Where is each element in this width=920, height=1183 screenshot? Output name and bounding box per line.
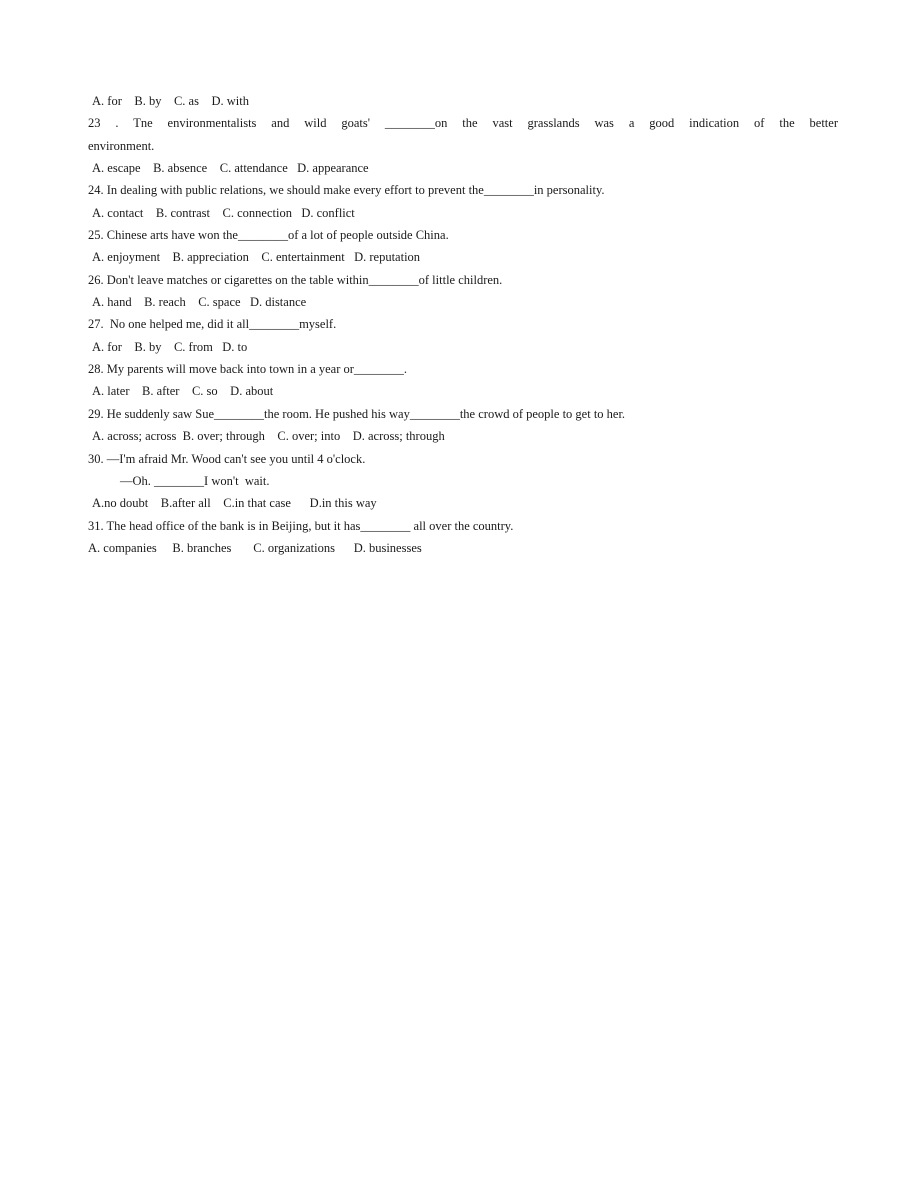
- q29-stem: 29. He suddenly saw Sue________the room. He pushed his way________the crowd of people to get to her.: [88, 406, 626, 421]
- q25-stem: 25. Chinese arts have won the________of a lot of people outside China.: [88, 228, 449, 243]
- q23-stem-line1: 23 . Tne environmentalists and wild goats' ________on the vast grasslands was a good indication of the better: [88, 116, 838, 131]
- q24-stem: 24. In dealing with public relations, we should make every effort to prevent the________in personality.: [88, 183, 605, 198]
- q24-options: A. contact B. contrast C. connection D. conflict: [92, 205, 355, 220]
- q27-options: A. for B. by C. from D. to: [92, 339, 248, 354]
- q25-options: A. enjoyment B. appreciation C. entertainment D. reputation: [92, 250, 421, 265]
- q26-stem: 26. Don't leave matches or cigarettes on the table within________of little children.: [88, 272, 503, 287]
- q30-stem-line2: —Oh. ________I won't wait.: [120, 473, 270, 488]
- q28-options: A. later B. after C. so D. about: [92, 384, 274, 399]
- q31-options: A. companies B. branches C. organizations D. businesses: [88, 540, 422, 555]
- q29-options: A. across; across B. over; through C. over; into D. across; through: [92, 429, 445, 444]
- q30-options: A.no doubt B.after all C.in that case D.in this way: [92, 496, 377, 511]
- q23-stem-line2: environment.: [88, 138, 155, 153]
- q23-options: A. escape B. absence C. attendance D. appearance: [92, 161, 369, 176]
- q31-stem: 31. The head office of the bank is in Beijing, but it has________ all over the country.: [88, 518, 514, 533]
- q26-options: A. hand B. reach C. space D. distance: [92, 295, 307, 310]
- exam-page: [88, 90, 838, 559]
- q28-stem: 28. My parents will move back into town in a year or________.: [88, 362, 408, 377]
- q30-stem-line1: 30. —I'm afraid Mr. Wood can't see you until 4 o'clock.: [88, 451, 366, 466]
- q27-stem: 27. No one helped me, did it all________myself.: [88, 317, 337, 332]
- q22-options: A. for B. by C. as D. with: [92, 94, 249, 108]
